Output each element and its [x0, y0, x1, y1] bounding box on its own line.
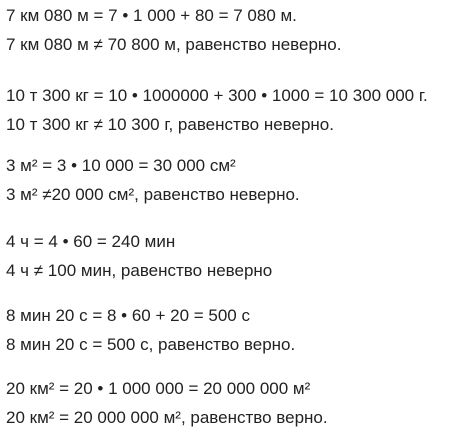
calculation-line: 4 ч = 4 • 60 = 240 мин: [6, 232, 176, 251]
length-comparison-block: [6, 1, 341, 59]
conclusion-line: 20 км² = 20 000 000 м², равенство верно.: [6, 408, 328, 427]
square-km-comparison-block: [6, 374, 328, 432]
conclusion-line: 4 ч ≠ 100 мин, равенство неверно: [6, 261, 273, 280]
calculation-line: 10 т 300 кг = 10 • 1000000 + 300 • 1000 = 10 300 000 г.: [6, 86, 428, 105]
calculation-line: 20 км² = 20 • 1 000 000 = 20 000 000 м²: [6, 379, 311, 398]
calculation-line: 8 мин 20 с = 8 • 60 + 20 = 500 с: [6, 306, 250, 325]
conclusion-line: 3 м² ≠20 000 см², равенство неверно.: [6, 185, 300, 204]
conclusion-line: 8 мин 20 с = 500 с, равенство верно.: [6, 335, 296, 354]
conclusion-line: 7 км 080 м ≠ 70 800 м, равенство неверно.: [6, 35, 342, 54]
hours-comparison-block: [6, 227, 272, 285]
minutes-comparison-block: [6, 301, 295, 359]
calculation-line: 3 м² = 3 • 10 000 = 30 000 см²: [6, 156, 236, 175]
mass-comparison-block: [6, 81, 428, 139]
conclusion-line: 10 т 300 кг ≠ 10 300 г, равенство неверно.: [6, 115, 334, 134]
area-comparison-block: [6, 151, 300, 209]
calculation-line: 7 км 080 м = 7 • 1 000 + 80 = 7 080 м.: [6, 6, 297, 25]
